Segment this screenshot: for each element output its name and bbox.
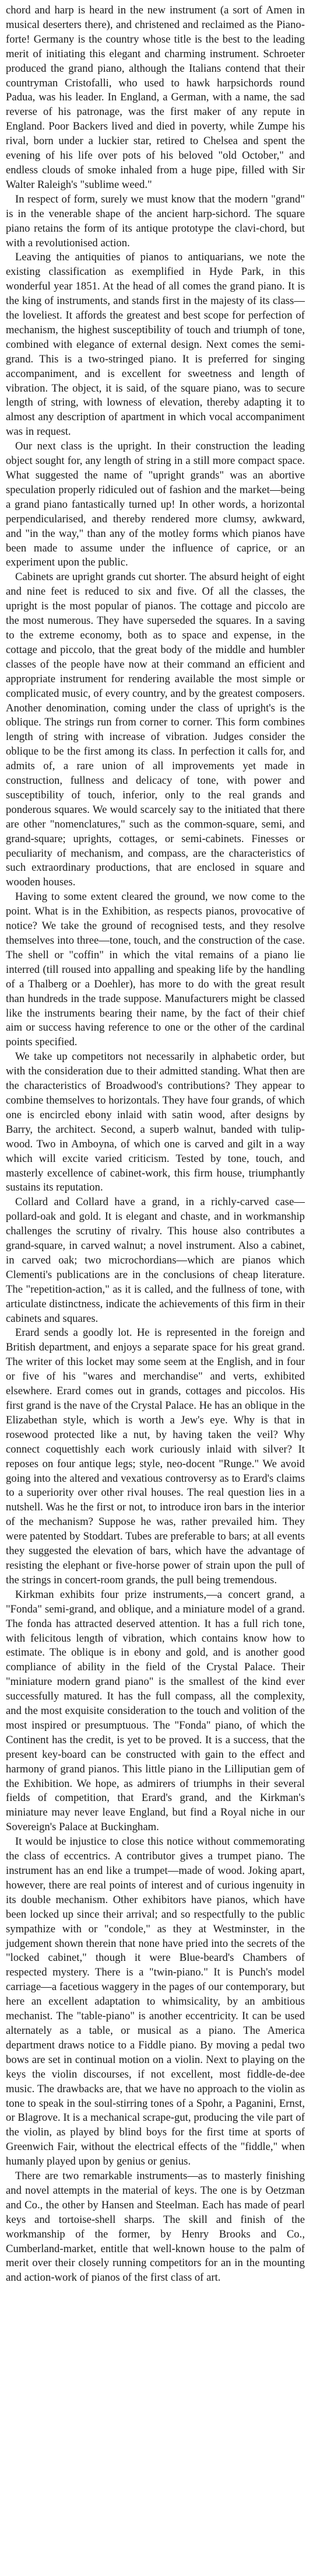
article-paragraph: In respect of form, surely we must know that the modern "grand" is in the venerable shape of the ancient harp-sichord. The square piano retains the form of its antique prototype the clavi-chord, but with a revolutionised action. [6, 193, 305, 249]
article-paragraph: There are two remarkable instruments—as to masterly finishing and novel attempts in the material of keys. The one is by Oetzman and Co., the other by Hansen and Steelman. Each has made of pearl keys and tortoise-shell sharps. The skill and finish of the workmanship of the former, by Henry Brooks and Co., Cumberland-market, entitle that well-known house to the palm of merit over their closely running competitors for an in the mounting and action-work of pianos of the first class of art. [6, 2170, 305, 2284]
article-paragraph: Having to some extent cleared the ground, we now come to the point. What is in the Exhibition, as respects pianos, provocative of notice? We take the ground of recognised tests, and they resolve themselves into three—tone, touch, and the construction of the case. The shell or "coffin" in which the vital remains of a piano lie interred (till roused into appalling and speaking life by the handling of a Thalberg or a Doehler), has more to do with the great result than hundreds in the trade suppose. Manufacturers might be classed like the instruments bearing their name, by the fact of their chief aim or success having reference to one or the other of the cardinal points specified. [6, 891, 305, 1049]
article-paragraph: We take up competitors not necessarily in alphabetic order, but with the consideration due to their admitted standing. What then are the characteristics of Broadwood's contributions? They appear to combine themselves to horizontals. They have four grands, of which one is encircled ebony inlaid with satin wood, after designs by Barry, the architect. Second, a superb walnut, banded with tulip-wood. Two in Amboyna, of which one is carved and gilt in a way which will excite varied criticism. Tested by tone, touch, and masterly excellence of cabinet-work, this firm house, triumphantly sustains its reputation. [6, 1050, 305, 1194]
article-paragraph: Erard sends a goodly lot. He is represented in the foreign and British department, and enjoys a separate space for his great grand. The writer of this locket may some seem at the English, and in four or five of his "wares and merchandise" and verts, exhibited elsewhere. Erard comes out in grands, cottages and piccolos. His first grand is the nave of the Crystal Palace. He has an oblique in the Elizabethan style, which is worth a Jew's eye. Why is that in rosewood protected like a nut, by having taken the veil? Why connect coquettishly each work curiously inlaid with silver? It reposes on four antique legs; style, neo-docent "Runge." We avoid going into the altered and vexatious controversy as to Erard's claims to a superiority over other rival houses. The real question lies in a nutshell. Was he the first or not, to introduce iron bars in the interior of the mechanism? Suppose he was, rather prevailed him. They were patented by Stoddart. Tubes are preferable to bars; at all events they suggested the elevation of bars, which have the advantage of resisting the elephant or five-horse power of strain upon the pull of the strings in concert-room grands, the pull being tremendous. [6, 1327, 305, 1586]
article-paragraph: Our next class is the upright. In their construction the leading object sought for, any length of string in a still more compact space. What suggested the name of "upright grands" was an abortive speculation properly ridiculed out of fashion and the market—being a grand piano fantastically turned up! In other words, a horizontal perpendicularised, and thereby rendered more clumsy, awkward, and "in the way," than any of the motley forms which pianos have been made to assume under the influence of caprice, or an experiment upon the public. [6, 440, 305, 569]
article-paragraph: chord and harp is heard in the new instrument (a sort of Amen in musical deserters there), and christened and reclaimed as the Piano-forte! Germany is the country whose title is the best to the leading merit of initiating this elegant and charming instrument. Schroeter produced the grand piano, although the Italians contend that their countryman Cristofalli, who used to hawk harpsichords round Padua, was his leader. In England, a German, with a name, the sad reverse of his patronage, was the first maker of any repute in England. Poor Backers lived and died in poverty, while Zumpe his rival, born under a luckier star, retired to Chelsea and spent the evening of his life over pots of his beloved "old October," and endless clouds of smoke inhaled from a huge pipe, filled with Sir Walter Raleigh's "sublime weed." [6, 4, 305, 191]
article-paragraph: It would be injustice to close this notice without commemorating the class of eccentrics. A contributor gives a trumpet piano. The instrument has an end like a trumpet—made of wood. Joking apart, however, there are real points of interest and of curious ingenuity in its double mechanism. Other exhibitors have pianos, which have been locked up since their arrival; and so respectfully to the public sympathize with or "condole," as they at Westminster, in the judgement shown therein that none have pried into the secrets of the "locked cabinet," though it were Blue-beard's Chambers of respected mystery. There is a "twin-piano." It is Punch's model carriage—a facetious waggery in the pages of our contemporary, but here an excellent adaptation to whimsicality, by an ambitious mechanist. The "table-piano" is another eccentricity. It can be used alternately as a table, or musical as a piano. The America department draws notice to a Fiddle piano. By moving a pedal two bows are set in continual motion on a violin. Next to playing on the keys the violin discourses, if not excellent, most fiddle-de-dee music. The drawbacks are, that we have no approach to the violin as tone to speak in the soul-stirring tones of a Spohr, a Paganini, Ernst, or Blagrove. It is a mechanical scrape-gut, producing the vile part of the violin, as played by blind boys for the first time at sports of Greenwich Fair, without the electrical effects of the "fiddle," when humanly played upon by genius or genius. [6, 1835, 305, 2168]
article-paragraph: Cabinets are upright grands cut shorter. The absurd height of eight and nine feet is reduced to six and five. Of all the classes, the upright is the most popular of pianos. The cottage and piccolo are the most numerous. They have superseded the squares. In a saving to the extreme economy, both as to space and expense, in the cottage and piccolo, that the great body of the middle and humbler classes of the people have now at their command an efficient and appropriate instrument for rendering available the most simple or complicated music, of every country, and by the greatest composers. Another denomination, coming under the class of upright's is the oblique. The strings run from corner to corner. This form combines length of string with increase of vibration. Judges consider the oblique to be the first among its class. In perfection it calls for, and admits of, a rare union of all improvements yet made in construction, fullness and delicacy of tone, with power and susceptibility of touch, inferior, only to the real grands and ponderous squares. We would scarcely say to the initiated that there are other "nomenclatures," such as the common-square, semi, and grand-square; uprights, cottages, or semi-cabinets. Finesses or peculiarity of mechanism, and compass, are the characteristics of such extraordinary productions, that are enclosed in square and wooden houses. [6, 571, 305, 889]
article-paragraph: Leaving the antiquities of pianos to antiquarians, we note the existing classification as exemplified in Hyde Park, in this wonderful year 1851. At the head of all comes the grand piano. It is the king of instruments, and stands first in the majesty of its class—the loveliest. It affords the greatest and best scope for perfection of mechanism, the highest susceptibility of touch and triumph of tone, combined with elegance of external design. Next comes the semi-grand. This is a two-stringed piano. It is preferred for singing accompaniment, and is excellent for sweetness and length of vibration. The object, it is said, of the square piano, was to secure length of string, with lowness of elevation, thereby adapting it to almost any description of apartment in which vocal accompaniment was in request. [6, 251, 305, 438]
article-paragraph: Collard and Collard have a grand, in a richly-carved case—pollard-oak and gold. It is elegant and chaste, and in workmanship challenges the scrutiny of rivalry. This house also contributes a grand-square, in carved walnut; a novel instrument. Also a cabinet, in carved oak; two microchordians—which are pianos which Clementi's publications are in the conclusions of cheap literature. The "repetition-action," as it is called, and the fullness of tone, with articulate distinctness, indicate the achievements of this firm in their cabinets and squares. [6, 1196, 305, 1325]
article-paragraph: Kirkman exhibits four prize instruments,—a concert grand, a "Fonda" semi-grand, and oblique, and a miniature model of a grand. The fonda has attracted deserved attention. It has a full rich tone, with felicitous length of vibration, which contains know how to estimate. The oblique is in ebony and gold, and is another good compliance of ability in the field of the Crystal Palace. Their "miniature modern grand piano" is the smallest of the kind ever successfully matured. It has the full compass, all the complexity, and the most exquisite consideration to the touch and volition of the most inspired or presumptuous. The "Fonda" piano, of which the Continent has the credit, is yet to be proved. It is a success, that the present key-board can be constructed with gain to the effect and harmony of grand pianos. This little piano in the Lilliputian gem of the Exhibition. We hope, as admirers of triumphs in their several fields of competition, that Erard's grand, and the Kirkman's miniature may never leave England, but find a Royal niche in our Sovereign's Palace at Buckingham. [6, 1588, 305, 1834]
